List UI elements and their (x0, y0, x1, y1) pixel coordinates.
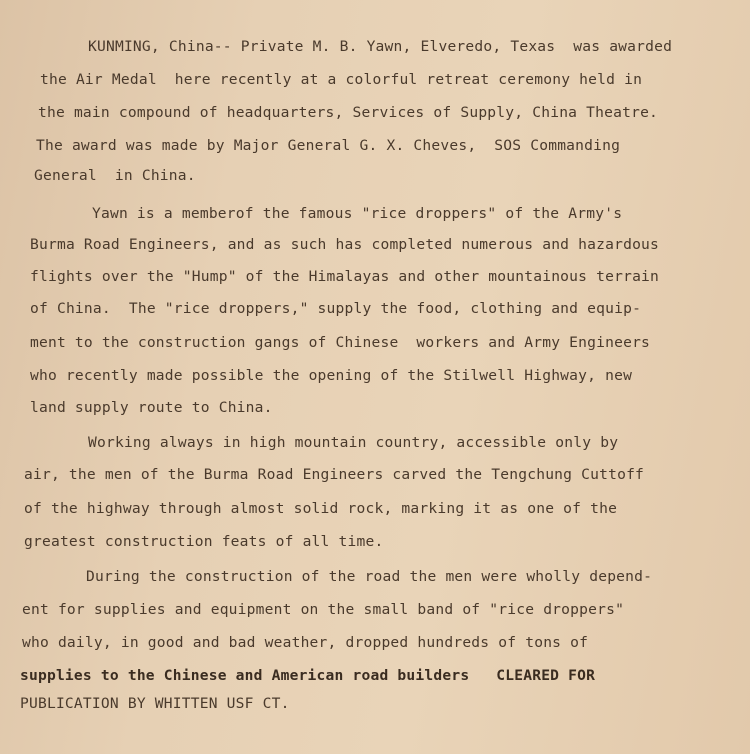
line-20: supplies to the Chinese and American road builders CLEARED FOR (20, 667, 596, 684)
line-2: the Air Medal here recently at a colorful retreat ceremony held in (40, 71, 643, 88)
line-4: The award was made by Major General G. X. Cheves, SOS Commanding (36, 137, 621, 154)
line-14: air, the men of the Burma Road Engineers carved the Tengchung Cuttoff (24, 466, 645, 483)
line-15: of the highway through almost solid rock, marking it as one of the (24, 500, 618, 517)
line-8: flights over the "Hump" of the Himalayas and other mountainous terrain (30, 268, 660, 285)
line-11: who recently made possible the opening of the Stilwell Highway, new (30, 367, 633, 384)
line-21: PUBLICATION BY WHITTEN USF CT. (20, 695, 290, 712)
line-18: ent for supplies and equipment on the small band of "rice droppers" (22, 601, 625, 618)
line-9: of China. The "rice droppers," supply the food, clothing and equip- (30, 300, 642, 317)
line-1: KUNMING, China-- Private M. B. Yawn, Elveredo, Texas was awarded (88, 38, 673, 55)
line-7: Burma Road Engineers, and as such has completed numerous and hazardous (30, 236, 660, 253)
line-10: ment to the construction gangs of Chinese workers and Army Engineers (30, 334, 651, 351)
line-17: During the construction of the road the men were wholly depend- (86, 568, 653, 585)
line-3: the main compound of headquarters, Services of Supply, China Theatre. (38, 104, 659, 121)
line-5: General in China. (34, 167, 196, 184)
line-16: greatest construction feats of all time. (24, 533, 384, 550)
line-19: who daily, in good and bad weather, dropped hundreds of tons of (22, 634, 589, 651)
line-13: Working always in high mountain country, accessible only by (88, 434, 619, 451)
line-12: land supply route to China. (30, 399, 273, 416)
line-6: Yawn is a memberof the famous "rice droppers" of the Army's (92, 205, 623, 222)
